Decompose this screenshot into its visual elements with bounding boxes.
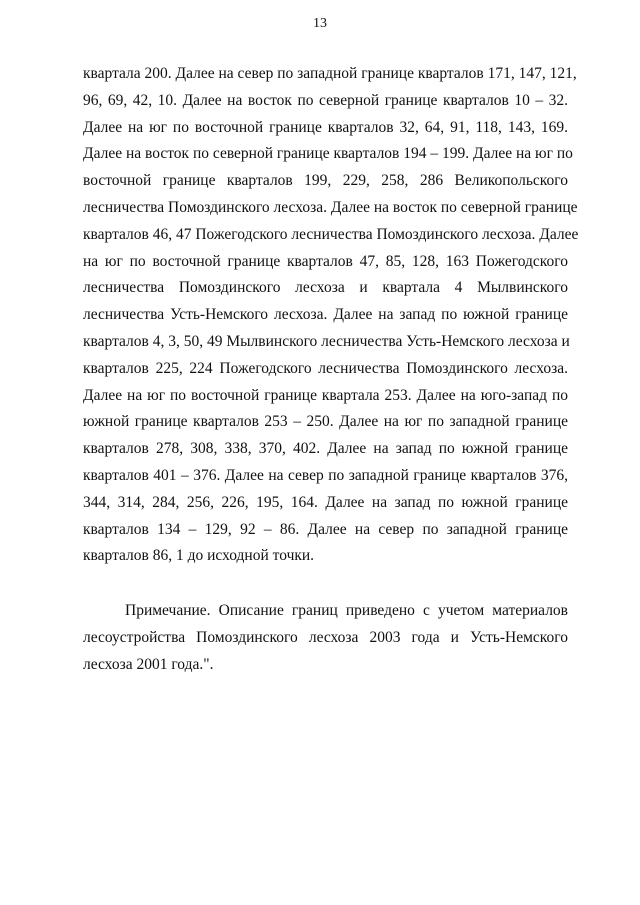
text-line: квартала 200. Далее на север по западной границе кварталов 171, 147, 121, (83, 65, 577, 82)
text-line: кварталов 225, 224 Пожегодского лесничества Помоздинского лесхоза. (83, 359, 568, 377)
text-line: кварталов 278, 308, 338, 370, 402. Далее на запад по южной границе (83, 440, 568, 458)
boundary-description-paragraph (83, 61, 579, 570)
text-line: кварталов 134 – 129, 92 – 86. Далее на север по западной границе (83, 520, 568, 538)
text-line: кварталов 46, 47 Пожегодского лесничества Помоздинского лесхоза. Далее (83, 225, 579, 243)
text-line: лесоустройства Помоздинского лесхоза 2003 года и Усть-Немского (83, 628, 568, 646)
text-line: лесхоза 2001 года.". (83, 655, 214, 673)
text-line: Далее на юг по восточной границе кварталов 32, 64, 91, 118, 143, 169. (83, 118, 568, 136)
text-line: восточной границе кварталов 199, 229, 258, 286 Великопольского (83, 172, 568, 190)
text-line: лесничества Усть-Немского лесхоза. Далее на запад по южной границе (83, 306, 568, 324)
page-number: 13 (313, 16, 327, 31)
text-line: Далее на восток по северной границе кварталов 194 – 199. Далее на юг по (83, 145, 573, 163)
note-paragraph (83, 598, 568, 678)
text-line: 96, 69, 42, 10. Далее на восток по северной границе кварталов 10 – 32. (83, 91, 568, 109)
text-line: на юг по восточной границе кварталов 47, 85, 128, 163 Пожегодского (83, 252, 568, 270)
text-line: лесничества Помоздинского лесхоза. Далее на восток по северной границе (83, 198, 578, 216)
text-line: кварталов 401 – 376. Далее на север по западной границе кварталов 376, (83, 466, 568, 484)
text-line: кварталов 4, 3, 50, 49 Мылвинского лесничества Усть-Немского лесхоза и (83, 332, 570, 350)
text-line: Примечание. Описание границ приведено с учетом материалов (125, 602, 568, 620)
text-line: Далее на юг по восточной границе квартала 253. Далее на юго-запад по (83, 386, 568, 404)
text-line: лесничества Помоздинского лесхоза и квартала 4 Мылвинского (83, 279, 568, 297)
body-text (83, 61, 579, 679)
text-line: южной границе кварталов 253 – 250. Далее на юг по западной границе (83, 413, 568, 431)
text-line: 344, 314, 284, 256, 226, 195, 164. Далее на запад по южной границе (83, 493, 568, 511)
text-line: кварталов 86, 1 до исходной точки. (83, 547, 315, 565)
